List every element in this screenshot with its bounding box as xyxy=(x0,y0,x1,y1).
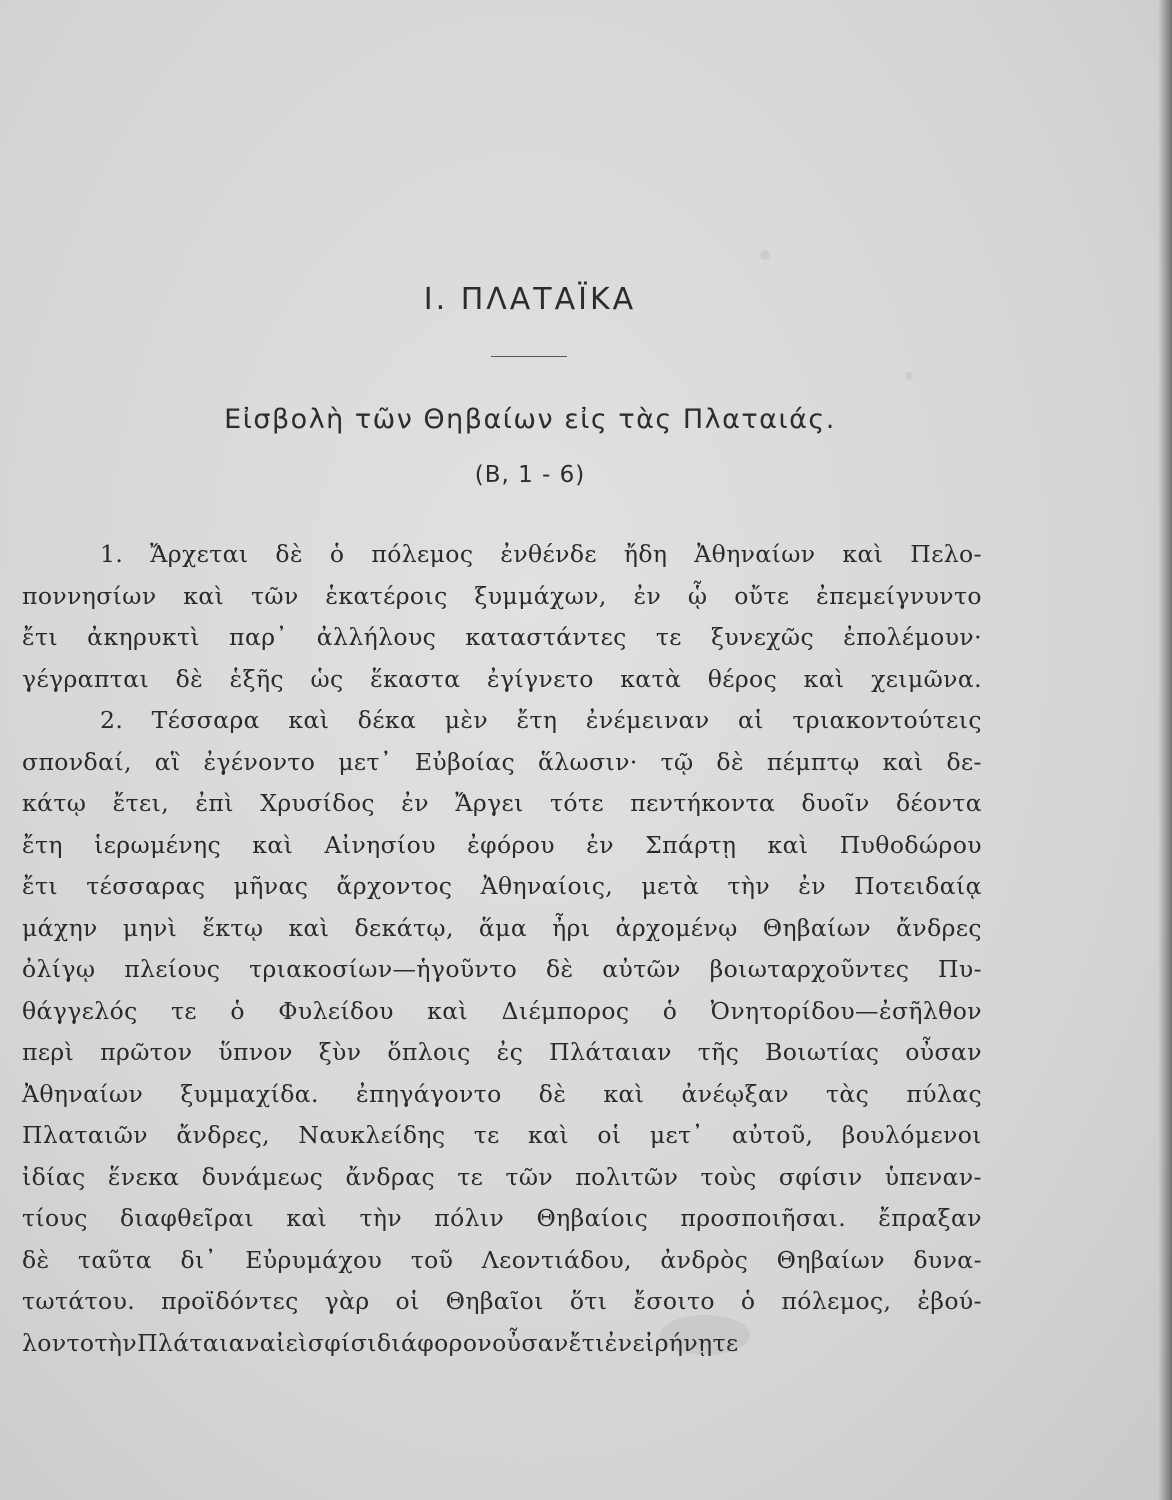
text-line: ἔτη ἱερωμένης καὶ Αἰνησίου ἐφόρου ἐν Σπάρτῃ καὶ Πυθοδώρου xyxy=(22,830,982,859)
text-line: κάτῳ ἔτει, ἐπὶ Χρυσίδος ἐν Ἄργει τότε πεντήκοντα δυοῖν δέοντα xyxy=(22,789,982,817)
section-heading: Εἰσβολὴ τῶν Θηβαίων εἰς τὰς Πλαταιάς. xyxy=(224,404,836,435)
text-line: μάχην μηνὶ ἕκτῳ καὶ δεκάτῳ, ἅμα ἦρι ἀρχομένῳ Θηβαίων ἄνδρες xyxy=(22,913,982,942)
text-line: ὀλίγῳ πλείους τριακοσίων—ἡγοῦντο δὲ αὐτῶν βοιωταρχοῦντες Πυ- xyxy=(22,955,982,983)
text-line: θάγγελός τε ὁ Φυλείδου καὶ Διέμπορος ὁ Ὀνητορίδου—ἐσῆλθον xyxy=(22,996,982,1025)
text-line: Ἀθηναίων ξυμμαχίδα. ἐπηγάγοντο δὲ καὶ ἀνέῳξαν τὰς πύλας xyxy=(22,1079,982,1108)
text-line: δὲ ταῦτα δι᾽ Εὐρυμάχου τοῦ Λεοντιάδου, ἀνδρὸς Θηβαίων δυνα- xyxy=(22,1245,982,1274)
paper-speck xyxy=(760,250,770,260)
chapter-title: I. ΠΛΑΤΑΪΚΑ xyxy=(423,282,637,317)
body-text xyxy=(22,534,982,1364)
text-line: λοντο τὴν Πλάταιαν αἰεὶ σφίσι διάφορον οὖσαν ἔτι ἐν εἰρήνῃ τε xyxy=(22,1328,739,1357)
text-line: ἔτι ἀκηρυκτὶ παρ᾽ ἀλλήλους καταστάντες τε ξυνεχῶς ἐπολέμουν· xyxy=(22,623,982,651)
text-line: Πλαταιῶν ἄνδρες, Ναυκλείδης τε καὶ οἱ μετ᾽ αὐτοῦ, βουλόμενοι xyxy=(22,1121,982,1149)
text-line: τωτάτου. προϊδόντες γὰρ οἱ Θηβαῖοι ὅτι ἔσοιτο ὁ πόλεμος, ἐβού- xyxy=(22,1287,982,1315)
text-line: 2. Τέσσαρα καὶ δέκα μὲν ἔτη ἐνέμειναν αἱ τριακοντούτεις xyxy=(100,706,982,734)
text-line: ἰδίας ἕνεκα δυνάμεως ἄνδρας τε τῶν πολιτῶν τοὺς σφίσιν ὑπεναν- xyxy=(22,1162,982,1191)
source-reference: (Β, 1 - 6) xyxy=(474,462,586,488)
text-line: γέγραπται δὲ ἑξῆς ὡς ἕκαστα ἐγίγνετο κατὰ θέρος καὶ χειμῶνα. xyxy=(22,664,982,693)
page-edge-shadow xyxy=(1158,0,1172,1500)
title-divider xyxy=(491,356,567,357)
text-line: ποννησίων καὶ τῶν ἑκατέροις ξυμμάχων, ἐν ᾧ οὔτε ἐπεμείγνυντο xyxy=(22,581,982,610)
text-line: τίους διαφθεῖραι καὶ τὴν πόλιν Θηβαίοις προσποιῆσαι. ἔπραξαν xyxy=(22,1204,982,1232)
text-line: 1. Ἄρχεται δὲ ὁ πόλεμος ἐνθένδε ἤδη Ἀθηναίων καὶ Πελο- xyxy=(100,540,982,568)
text-line: ἔτι τέσσαρας μῆνας ἄρχοντος Ἀθηναίοις, μετὰ τὴν ἐν Ποτειδαίᾳ xyxy=(22,872,982,900)
text-line: σπονδαί, αἳ ἐγένοντο μετ᾽ Εὐβοίας ἅλωσιν· τῷ δὲ πέμπτῳ καὶ δε- xyxy=(22,747,982,776)
text-line: περὶ πρῶτον ὕπνον ξὺν ὅπλοις ἐς Πλάταιαν τῆς Βοιωτίας οὖσαν xyxy=(22,1038,982,1066)
paper-speck xyxy=(905,372,913,380)
